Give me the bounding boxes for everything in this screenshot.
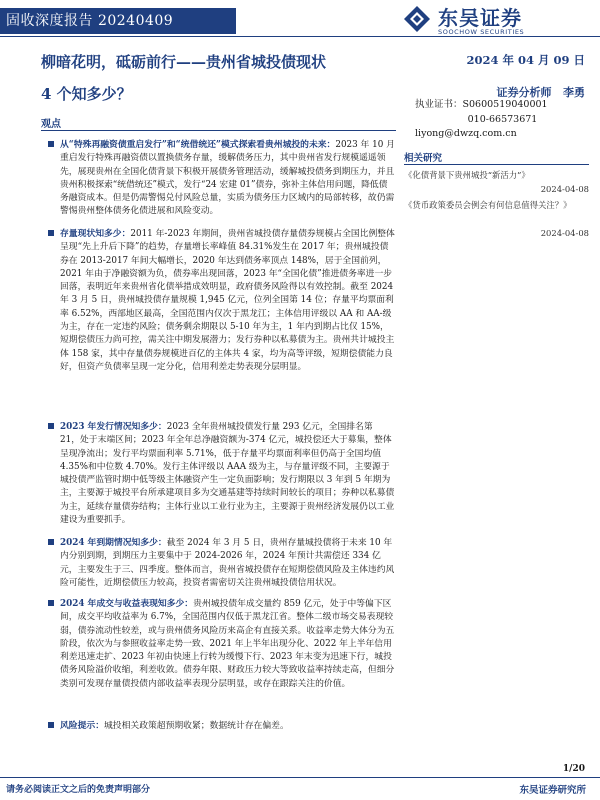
block-text: 城投相关政策超预期收紧；数据统计存在偏差。 [104,721,289,731]
related-item-date: 2024-04-08 [540,184,589,194]
analyst-meta [415,98,590,142]
viewpoint-block [60,421,395,527]
logo-cn: 东吴证券 [438,6,522,30]
page-number: 1/20 [562,764,585,774]
bullet-icon [48,539,54,545]
related-heading: 相关研究 [404,153,443,164]
related-rule [404,164,589,165]
report-title [41,46,421,110]
block-lead: 2024 年到期情况知多少： [60,538,167,548]
analyst-cert: 执业证书：S0600519040001 [415,99,548,110]
bullet-icon [48,423,54,429]
block-text: 2023 年 10 月重启发行特殊再融资债以置换债务存量，缓解债务压力，其中贵州省发行规模遥遥领先，展现贵州在全国化债背景下积极开展债务管理活动，缓解城投债务到期压力，并且贵州积极探索“统借统还”模式，发行“24 宏建 01”债券，弥补主体信用问题，降低债务融资成本。但是仍需警惕兑付风险总量，实质为债务压力区域内的局部转移，故仍需警惕贵州整体债务化债进展和风险变动。 [60,140,395,217]
analyst-phone: 010-66573671 [467,113,538,125]
related-item-date: 2024-04-08 [540,228,589,238]
related-item[interactable] [404,198,589,240]
bullet-icon [48,141,54,147]
block-lead: 从“特殊再融资债重启发行”和“统借统还”模式探索看贵州城投的未来： [60,140,336,150]
block-text: 截至 2024 年 3 月 5 日，贵州存量城投债将于未来 10 年内分别到期，到期压力主要集中于 2024-2026 年，2024 年预计共需偿还 334 亿元，主要发生于三、四季度。整体而言，贵州省城投债存在短期偿债风险及主体违约风险可能性，近期偿债压力较高，投资者需密切关注贵州城投债信用状况。 [60,538,395,588]
related-item-title: 《化债背景下贵州城投“新活力”》 [404,170,530,180]
analyst-email[interactable]: liyong@dwzq.com.cn [415,128,517,139]
logo-en: SOOCHOW SECURITIES [438,28,525,36]
block-lead: 2023 年发行情况知多少： [60,422,167,432]
viewpoint-block [60,537,395,590]
bullet-icon [48,600,54,606]
logo-mark-icon [402,4,432,34]
analyst-label: 证券分析师 [496,86,552,99]
block-text: 2023 全年贵州城投债发行量 293 亿元，全国排名第 21，处于末端区间；2023 年全年总净融资额为-374 亿元，城投偿还大于募集，整体呈现净流出；发行平均票面利率 5.71%，低于存量平均票面利率但仍高于全国均值 4.35%和中位数 4.70%。发行主体评级以 AAA 级为主，与存量评级不同，主要源于城投债严监管时期中低等级主体融资产生一定负面影响；发行期限以 3 年到 5 年期为主，主要源于城投平台所承建项目多为交通基建等持续时间较长的项目；券种以私募债为主，延续存量债券结构；主体行业以工业行业为主，主要源于贵州经济发展仍以工业建设为重要抓手。 [60,422,395,526]
footer-company: 东吴证券研究所 [519,785,586,796]
block-text: 2011 年-2023 年期间，贵州省城投债存量债券规模占全国比例整体呈现“先上升后下降”的趋势，存量增长率峰值 84.31%发生在 2017 年；贵州城投债券在 2013-2017 年间大幅增长，2020 年达到债务率顶点 148%，居于全国前列，2021 年由于净融资额为负，债券率出现回落，2023 年“全国化债”推进债务率进一步回落，表明近年来贵州省化债举措成效明显，政府债务风险得以有效控制。截至 2024 年 3 月 5 日，贵州城投债存量规模 1,945 亿元，位列全国第 14 位；存量平均票面利率 6.52%，西部地区最高，全国范围内仅次于黑龙江；主体信用评级以 AA 和 AA-级为主，存在一定违约风险；债务剩余期限以 5-10 年为主，1 年内到期占比仅 15%，短期偿债压力尚可控，需关注中期发展潜力；发行券种以私募债为主。贵州共计城投主体 158 家，其中存量债券规模进百亿的主体共 4 家，均为高等评级，短期偿债能力良好，但资产负债率呈现一定分化，信用利差走势表现分层明显。 [60,229,395,372]
viewpoint-block [60,598,395,691]
section-label: 观点 [41,119,61,130]
related-item-title: 《货币政策委员会例会有何信息值得关注？》 [404,200,572,210]
block-lead: 2024 年成交与收益表现知多少： [60,599,194,609]
header-rule [0,36,600,37]
title-line-1: 柳暗花明，砥砺前行——贵州省城投债现状 [41,53,327,71]
report-tag: 固收深度报告 20240409 [0,8,236,34]
bullet-icon [48,722,54,728]
disclaimer-note: 请务必阅读正文之后的免责声明部分 [6,785,151,795]
block-text: 贵州城投债年成交量约 859 亿元，处于中等偏下区间，成交平均收益率为 6.7%，全国范围内仅低于黑龙江省。整体二级市场交易表现较弱，债券流动性较差，或与贵州债务风险历来高企有直接关系。收益率走势大体分为五阶段，依次为与参照收益率走势一致、2021 年上半年出现分化、2022 年上半年信用利差迅速走扩、2023 年初由快速上行转为缓慢下行、2023 年末变为迅速下行，城投债务风险溢价收缩，利差收敛。债券年限、财政压力较大等致收益率持续走高，但细分类别可发现存量债投债内部收益率表现分层明显，或存在跟踪关注的价值。 [60,599,395,689]
viewpoint-block [60,228,395,374]
section-rule [41,130,396,131]
viewpoint-block [60,720,395,733]
analyst-name: 李勇 [563,86,585,99]
related-item[interactable] [404,168,589,196]
report-date: 2024 年 04 月 09 日 [466,53,585,67]
bullet-icon [48,230,54,236]
viewpoint-block [60,139,395,219]
block-lead: 存量现状知多少： [60,229,131,239]
title-line-2: 4 个知多少？ [41,85,132,103]
block-lead: 风险提示： [60,721,104,731]
footer-rule [0,777,600,778]
